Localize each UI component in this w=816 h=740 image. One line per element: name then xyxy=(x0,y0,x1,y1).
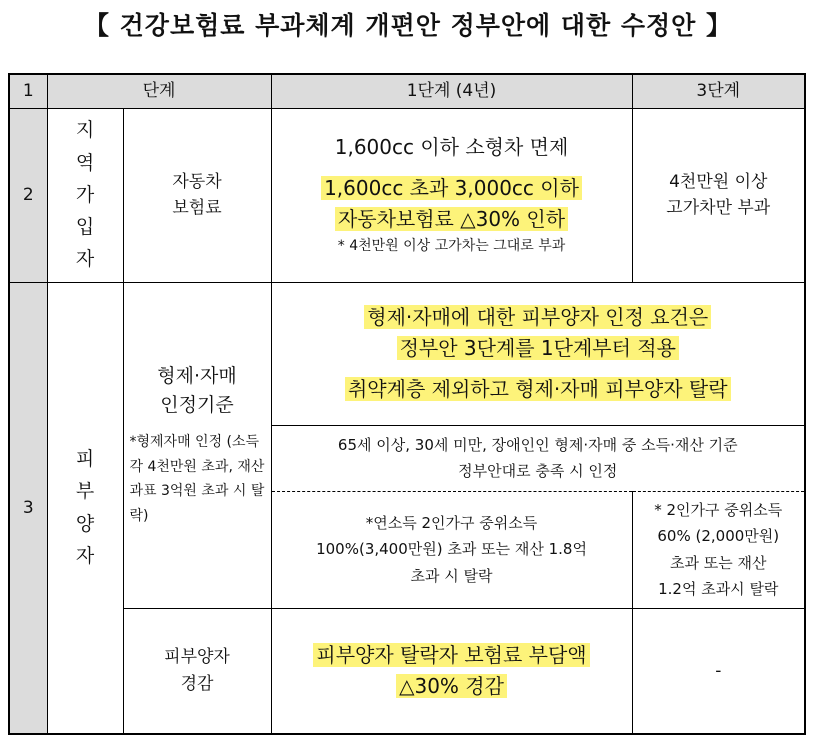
row-vehicle xyxy=(9,108,805,282)
row2-group-cell xyxy=(47,108,123,282)
row3-group-label: 피부양자 xyxy=(75,448,95,568)
row2-label-line1: 자동차 xyxy=(172,171,222,192)
row-sibling-top xyxy=(9,282,805,425)
reduction-label-line1: 피부양자 xyxy=(164,647,230,668)
row3-mid-line1: 65세 이상, 30세 미만, 장애인인 형제·자매 중 소득·재산 기준 xyxy=(337,435,738,454)
row3-hl-line1: 형제·자매에 대한 피부양자 인정 요건은 xyxy=(364,305,711,329)
reduction-hl-line1: 피부양자 탈락자 보험료 부담액 xyxy=(313,643,589,667)
reduction-s3-cell: - xyxy=(632,608,805,734)
row3-mid-cell xyxy=(271,425,805,491)
row3-low-line1: *연소득 2인가구 중위소득 xyxy=(365,514,538,533)
header-stage: 단계 xyxy=(47,74,271,108)
row3-hl-line2: 정부안 3단계를 1단계부터 적용 xyxy=(397,336,679,360)
row2-stage1-cell xyxy=(271,108,632,282)
row2-s1-hl-line1: 1,600cc 초과 3,000cc 이하 xyxy=(321,176,582,200)
row2-s1-line1: 1,600cc 이하 소형차 면제 xyxy=(334,134,569,159)
row2-s1-hl-line2: 자동차보험료 △30% 인하 xyxy=(335,207,568,231)
header-stage3: 3단계 xyxy=(632,74,805,108)
row2-stage3-cell xyxy=(632,108,805,282)
row2-num: 2 xyxy=(9,108,47,282)
row3-low-line2: 100%(3,400만원) 초과 또는 재산 1.8억 xyxy=(316,540,587,559)
row2-label-cell xyxy=(123,108,271,282)
document-title: 【 건강보험료 부과체계 개편안 정부안에 대한 수정안 】 xyxy=(83,11,733,40)
header-stage1: 1단계 (4년) xyxy=(271,74,632,108)
reduction-s1-cell xyxy=(271,608,632,734)
row2-s3-line1: 4천만원 이상 xyxy=(669,171,768,192)
row3-label-cell xyxy=(123,282,271,608)
row2-s3-line2: 고가차만 부과 xyxy=(666,198,771,218)
row3-s3-cell xyxy=(632,491,805,608)
reduction-label-cell xyxy=(123,608,271,734)
row3-hl-line3: 취약계층 제외하고 형제·자매 피부양자 탈락 xyxy=(345,377,731,401)
row3-mid-line2: 정부안대로 충족 시 인정 xyxy=(458,462,618,480)
row3-label-note: *형제자매 인정 (소득 각 4천만원 초과, 재산 과표 3억원 초과 시 탈락) xyxy=(129,434,265,524)
reduction-label-line2: 경감 xyxy=(180,673,214,694)
row-reduction xyxy=(9,608,805,734)
row3-group-cell xyxy=(47,282,123,734)
row3-s3-line1: * 2인가구 중위소득 xyxy=(654,501,783,519)
row3-hl-cell xyxy=(271,282,805,425)
row3-low-line3: 초과 시 탈락 xyxy=(410,566,493,585)
row3-s3-line3: 초과 또는 재산 xyxy=(670,553,767,572)
row2-group-label: 지역가입자 xyxy=(75,119,95,271)
reduction-hl-line2: △30% 경감 xyxy=(396,674,507,698)
row3-label-line1: 형제·자매 xyxy=(157,364,237,387)
row2-label-line2: 보험료 xyxy=(172,198,222,218)
header-num: 1 xyxy=(9,74,47,108)
revision-table xyxy=(8,73,806,735)
row2-s1-note: * 4천만원 이상 고가차는 그대로 부과 xyxy=(337,237,566,254)
row3-low-cell xyxy=(271,491,632,608)
row3-s3-line2: 60% (2,000만원) xyxy=(657,527,780,546)
header-row xyxy=(9,74,805,108)
row3-num: 3 xyxy=(9,282,47,734)
row3-s3-line4: 1.2억 초과시 탈락 xyxy=(658,579,779,598)
row3-label-line2: 인정기준 xyxy=(160,394,234,416)
